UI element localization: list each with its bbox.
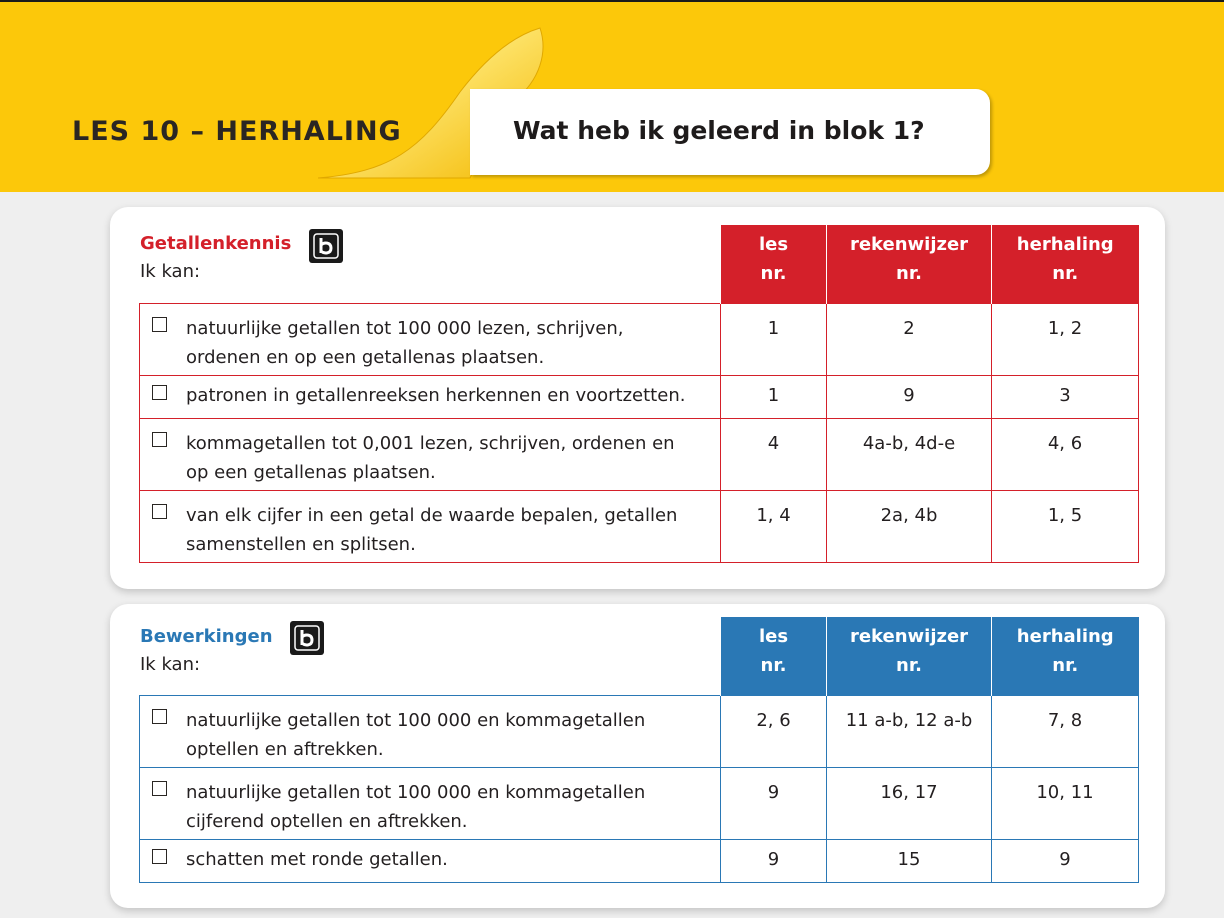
cell-herhaling: 1, 2 (992, 304, 1139, 376)
cell-les: 1 (721, 304, 827, 376)
row-description: kommagetallen tot 0,001 lezen, schrijven, ordenen en op een getallenas plaatsen. (140, 419, 721, 491)
cell-rekenwijzer: 4a-b, 4d-e (827, 419, 992, 491)
checkbox[interactable] (152, 317, 167, 332)
section-subtitle: Ik kan: (140, 654, 201, 675)
cell-les: 2, 6 (721, 696, 827, 768)
row-description: schatten met ronde getallen. (140, 840, 721, 883)
section-subtitle: Ik kan: (140, 261, 201, 282)
checkbox[interactable] (152, 432, 167, 447)
table-getallenkennis (139, 225, 1139, 563)
col-header-rekenwijzer: rekenwijzer nr. (827, 617, 992, 696)
table-header-row (140, 617, 1139, 696)
cell-les: 1 (721, 376, 827, 419)
cell-herhaling: 10, 11 (992, 768, 1139, 840)
checkbox[interactable] (152, 849, 167, 864)
col-header-herhaling: herhaling nr. (992, 225, 1139, 304)
header-blank (140, 617, 721, 696)
cell-les: 4 (721, 419, 827, 491)
header-blank (140, 225, 721, 304)
col-header-rekenwijzer: rekenwijzer nr. (827, 225, 992, 304)
col-header-les: les nr. (721, 617, 827, 696)
table-row (140, 376, 1139, 419)
section-title-getallenkennis: Getallenkennis (140, 233, 292, 254)
cell-les: 1, 4 (721, 491, 827, 563)
cell-herhaling: 4, 6 (992, 419, 1139, 491)
cell-les: 9 (721, 840, 827, 883)
checkbox[interactable] (152, 385, 167, 400)
lesson-title: LES 10 – HERHALING (72, 116, 402, 147)
section-title-bewerkingen: Bewerkingen (140, 626, 273, 647)
table-bewerkingen (139, 617, 1139, 883)
table-row (140, 768, 1139, 840)
cell-herhaling: 7, 8 (992, 696, 1139, 768)
table-header-row (140, 225, 1139, 304)
cell-rekenwijzer: 9 (827, 376, 992, 419)
cell-rekenwijzer: 15 (827, 840, 992, 883)
table-row (140, 696, 1139, 768)
cell-rekenwijzer: 2 (827, 304, 992, 376)
checkbox[interactable] (152, 709, 167, 724)
table-row (140, 304, 1139, 376)
checkbox[interactable] (152, 781, 167, 796)
cell-rekenwijzer: 11 a-b, 12 a-b (827, 696, 992, 768)
table-row (140, 419, 1139, 491)
table-row (140, 491, 1139, 563)
col-header-les: les nr. (721, 225, 827, 304)
row-description: natuurlijke getallen tot 100 000 lezen, schrijven, ordenen en op een getallenas plaatsen. (140, 304, 721, 376)
table-row (140, 840, 1139, 883)
cell-herhaling: 3 (992, 376, 1139, 419)
row-description: patronen in getallenreeksen herkennen en voortzetten. (140, 376, 721, 419)
cell-rekenwijzer: 2a, 4b (827, 491, 992, 563)
col-header-herhaling: herhaling nr. (992, 617, 1139, 696)
row-description: van elk cijfer in een getal de waarde bepalen, getallen samenstellen en splitsen. (140, 491, 721, 563)
cell-rekenwijzer: 16, 17 (827, 768, 992, 840)
cell-herhaling: 1, 5 (992, 491, 1139, 563)
row-description: natuurlijke getallen tot 100 000 en kommagetallen optellen en aftrekken. (140, 696, 721, 768)
page-subtitle: Wat heb ik geleerd in blok 1? (513, 116, 925, 145)
cell-les: 9 (721, 768, 827, 840)
cell-herhaling: 9 (992, 840, 1139, 883)
row-description: natuurlijke getallen tot 100 000 en kommagetallen cijferend optellen en aftrekken. (140, 768, 721, 840)
checkbox[interactable] (152, 504, 167, 519)
